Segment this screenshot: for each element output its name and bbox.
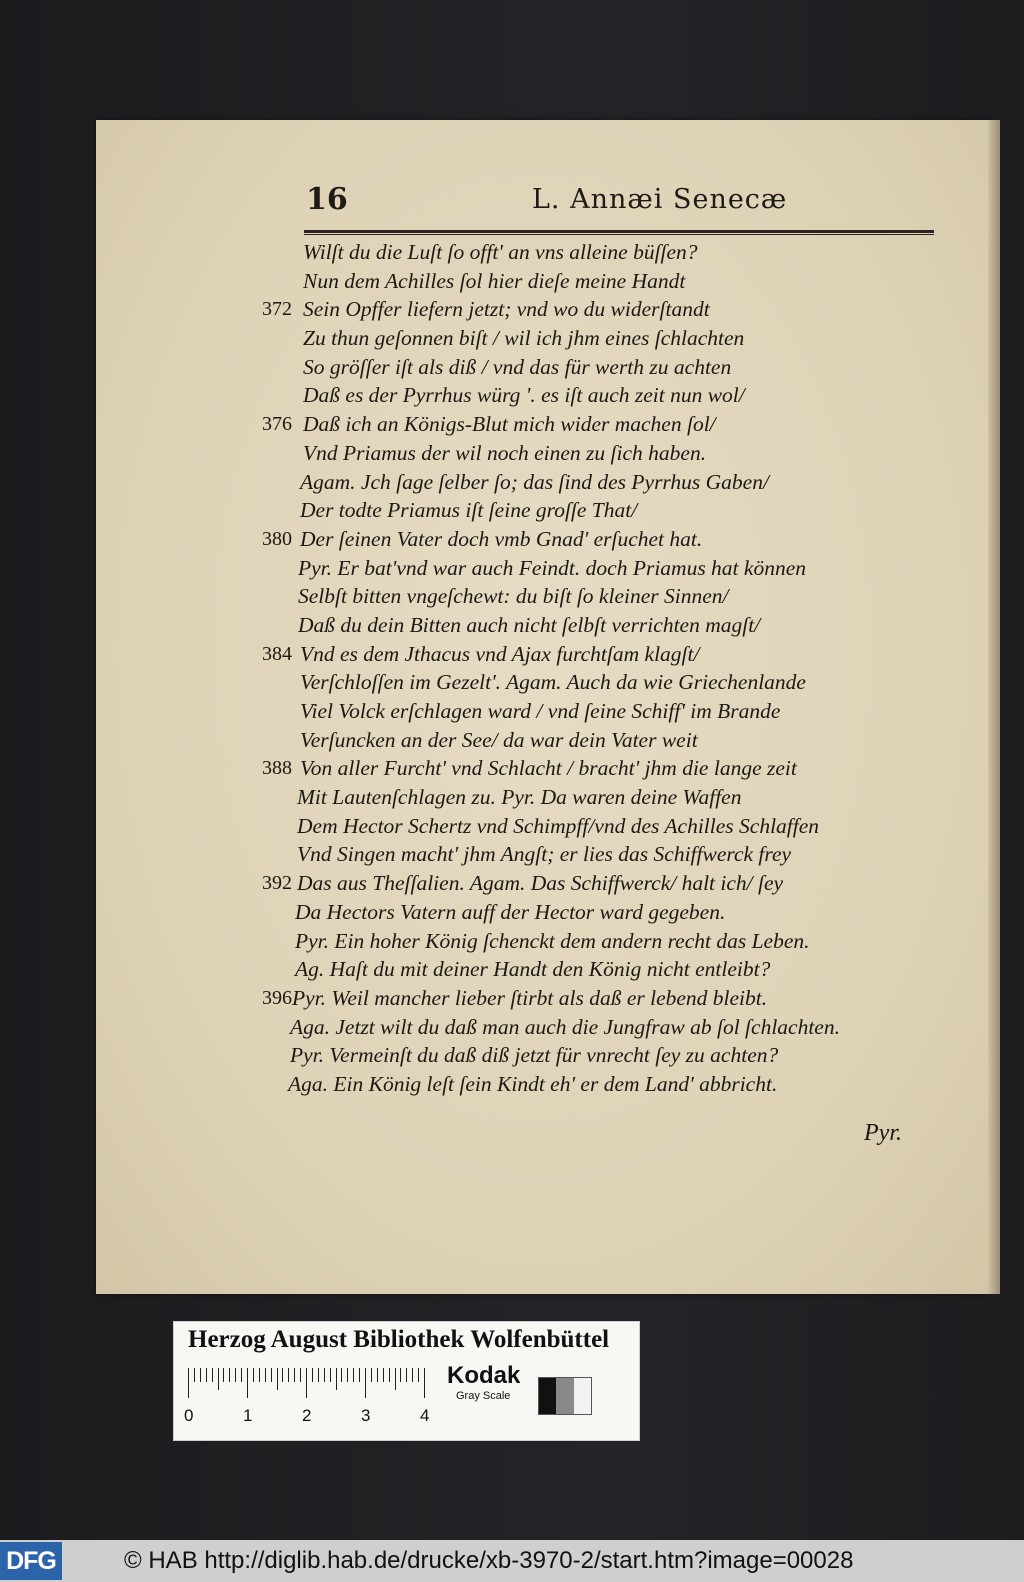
- ruler-tick: [418, 1368, 419, 1382]
- gray-swatch: [539, 1378, 556, 1414]
- footer-bar: [0, 1540, 1024, 1582]
- line-text: Pyr. Ein hoher König ſchenckt dem andern recht das Leben.: [295, 928, 810, 953]
- verse-line: [236, 927, 996, 956]
- gray-swatch: [574, 1378, 591, 1414]
- ruler-tick: [400, 1368, 401, 1382]
- line-text: Pyr. Er bat'vnd war auch Feindt. doch Priamus hat können: [298, 555, 806, 580]
- line-text: Verſchloſſen im Gezelt'. Agam. Auch da wie Griechenlande: [300, 670, 806, 695]
- line-text: Verſuncken an der See/ da war dein Vater weit: [300, 727, 698, 752]
- ruler-tick: [300, 1368, 301, 1382]
- line-text: Dem Hector Schertz vnd Schimpff/vnd des Achilles Schlaffen: [297, 813, 820, 838]
- line-text: Vnd Singen macht' jhm Angſt; er lies das Schiffwerck frey: [297, 842, 792, 867]
- line-text: Viel Volck erſchlagen ward / vnd ſeine Schiff' im Brande: [300, 699, 781, 723]
- verse-line: [236, 554, 996, 583]
- line-text: Sein Opffer liefern jetzt; vnd wo du widerſtandt: [303, 297, 710, 322]
- verse-line: [236, 812, 996, 841]
- page-header: [306, 182, 926, 218]
- line-text: Ag. Haſt du mit deiner Handt den König nicht entleibt?: [295, 957, 771, 982]
- ruler-tick: [330, 1368, 331, 1382]
- ruler-scale: [184, 1368, 430, 1425]
- ruler-tick: [377, 1368, 378, 1382]
- line-text: Das aus Theſſalien. Agam. Das Schiffwerck/ halt ich/ ſey: [297, 871, 784, 896]
- line-text: Pyr. Weil mancher lieber ſtirbt als daß er lebend bleibt.: [292, 985, 768, 1010]
- header-rule-thin: [304, 234, 934, 235]
- ruler-tick: [406, 1368, 407, 1382]
- book-page: [96, 120, 988, 1294]
- verse-line: [236, 754, 996, 783]
- verse-line: [236, 869, 996, 898]
- ruler-tick: [229, 1368, 230, 1382]
- line-text: Da Hectors Vatern auff der Hector ward gegeben.: [295, 899, 726, 924]
- ruler-tick: [212, 1368, 213, 1382]
- verse-line: [236, 984, 996, 1013]
- gray-scale-swatches: [538, 1377, 592, 1415]
- ruler-tick: [312, 1368, 313, 1382]
- ruler-tick: [241, 1368, 242, 1382]
- ruler-tick: [424, 1368, 425, 1398]
- gray-scale-label: Gray Scale: [456, 1390, 511, 1402]
- running-head: L. Annæi Senecæ: [532, 184, 788, 215]
- line-number: 372: [262, 298, 292, 321]
- ruler-number: 2: [302, 1406, 312, 1425]
- verse-line: [236, 238, 996, 267]
- ruler-tick: [318, 1368, 319, 1382]
- ruler-tick: [188, 1368, 189, 1398]
- line-text: So gröſſer iſt als diß / vnd das für werth zu achten: [303, 354, 732, 379]
- ruler-tick: [412, 1368, 413, 1382]
- line-text: Von aller Furcht' vnd Schlacht / bracht' jhm die lange zeit: [300, 756, 797, 781]
- kodak-logo: Kodak: [447, 1362, 521, 1389]
- verse-line: [236, 726, 996, 755]
- verse-line: [236, 840, 996, 869]
- verse-line: [236, 267, 996, 296]
- page-edge: [988, 120, 1000, 1294]
- library-label-card: [173, 1321, 640, 1441]
- verse-line: [236, 1041, 996, 1070]
- line-text: Wilſt du die Luſt ſo offt' an vns alleine büſſen?: [303, 240, 698, 264]
- ruler-tick: [223, 1368, 224, 1382]
- ruler-tick: [253, 1368, 254, 1382]
- verse-line: [236, 1070, 996, 1099]
- ruler-tick: [265, 1368, 266, 1382]
- line-text: Der ſeinen Vater doch vmb Gnad' erſuchet hat.: [300, 526, 703, 551]
- ruler-tick: [306, 1368, 307, 1398]
- line-text: Daß du dein Bitten auch nicht ſelbſt verrichten magſt/: [298, 612, 761, 637]
- line-number: 384: [262, 642, 292, 665]
- verse-line: [236, 496, 996, 525]
- line-text: Agam. Jch ſage ſelber ſo; das ſind des Pyrrhus Gaben/: [300, 469, 769, 494]
- header-rule: [304, 230, 934, 233]
- verse-line: [236, 439, 996, 468]
- ruler-number: 3: [361, 1406, 371, 1425]
- line-text: Vnd Priamus der wil noch einen zu ſich haben.: [303, 440, 707, 465]
- dfg-logo: DFG: [0, 1542, 62, 1580]
- ruler-tick: [336, 1368, 337, 1390]
- line-text: Selbſt bitten vngeſchewt: du biſt ſo kleiner Sinnen/: [298, 584, 729, 609]
- ruler-tick: [288, 1368, 289, 1382]
- ruler-tick: [282, 1368, 283, 1382]
- verse-line: [236, 410, 996, 439]
- gray-swatch: [556, 1378, 573, 1414]
- line-text: Daß es der Pyrrhus würg '. es iſt auch zeit nun wol/: [303, 383, 745, 408]
- verse-line: [236, 611, 996, 640]
- ruler-tick: [271, 1368, 272, 1382]
- line-text: Pyr. Vermeinſt du daß diß jetzt für vnrecht ſey zu achten?: [290, 1043, 779, 1068]
- verse-line: [236, 1013, 996, 1042]
- ruler-number: 4: [420, 1406, 430, 1425]
- library-name: Herzog August Bibliothek Wolfenbüttel: [188, 1326, 610, 1353]
- ruler-number: 0: [184, 1406, 194, 1425]
- ruler-tick: [218, 1368, 219, 1390]
- ruler-tick: [347, 1368, 348, 1382]
- ruler-tick: [200, 1368, 201, 1382]
- ruler-tick: [194, 1368, 195, 1382]
- ruler-tick: [395, 1368, 396, 1390]
- line-text: Vnd es dem Jthacus vnd Ajax furchtſam klagſt/: [300, 641, 700, 666]
- ruler-number: 1: [243, 1406, 253, 1425]
- ruler-tick: [365, 1368, 366, 1398]
- page-number: 16: [306, 182, 348, 217]
- verse-line: [236, 955, 996, 984]
- ruler-tick: [206, 1368, 207, 1382]
- line-text: Daß ich an Königs-Blut mich wider machen ſol/: [303, 412, 716, 437]
- line-number: 380: [262, 527, 292, 550]
- line-number: 376: [262, 413, 292, 436]
- verse-line: [236, 668, 996, 697]
- verse-line: [236, 783, 996, 812]
- verse-line: [236, 381, 996, 410]
- line-text: Mit Lautenſchlagen zu. Pyr. Da waren deine Waffen: [297, 785, 742, 810]
- ruler-tick: [353, 1368, 354, 1382]
- line-number: 392: [262, 872, 292, 895]
- line-text: Der todte Priamus iſt ſeine groſſe That/: [300, 498, 638, 523]
- line-text: Aga. Ein König leſt ſein Kindt eh' er dem Land' abbricht.: [288, 1071, 778, 1096]
- verse-lines: [236, 238, 996, 1099]
- line-number: 388: [262, 757, 292, 780]
- ruler-tick: [294, 1368, 295, 1382]
- ruler-tick: [359, 1368, 360, 1382]
- line-text: Zu thun geſonnen biſt / wil ich jhm eines ſchlachten: [303, 326, 745, 351]
- ruler-tick: [247, 1368, 248, 1398]
- ruler-tick: [259, 1368, 260, 1382]
- catchword: Pyr.: [864, 1120, 902, 1146]
- verse-line: [236, 898, 996, 927]
- verse-line: [236, 697, 996, 726]
- verse-line: [236, 295, 996, 324]
- ruler-tick: [324, 1368, 325, 1382]
- verse-line: [236, 582, 996, 611]
- ruler-tick: [235, 1368, 236, 1382]
- verse-line: [236, 468, 996, 497]
- line-text: Aga. Jetzt wilt du daß man auch die Jungfraw ab ſol ſchlachten.: [290, 1014, 840, 1039]
- verse-line: [236, 525, 996, 554]
- copyright-url[interactable]: © HAB http://diglib.hab.de/drucke/xb-3970-2/start.htm?image=00028: [124, 1547, 854, 1574]
- line-text: Nun dem Achilles ſol hier dieſe meine Handt: [303, 268, 686, 293]
- verse-line: [236, 324, 996, 353]
- verse-line: [236, 640, 996, 669]
- ruler-tick: [389, 1368, 390, 1382]
- line-number: 396: [262, 986, 292, 1009]
- verse-line: [236, 353, 996, 382]
- ruler-tick: [383, 1368, 384, 1382]
- ruler-tick: [277, 1368, 278, 1390]
- ruler-tick: [371, 1368, 372, 1382]
- ruler-tick: [341, 1368, 342, 1382]
